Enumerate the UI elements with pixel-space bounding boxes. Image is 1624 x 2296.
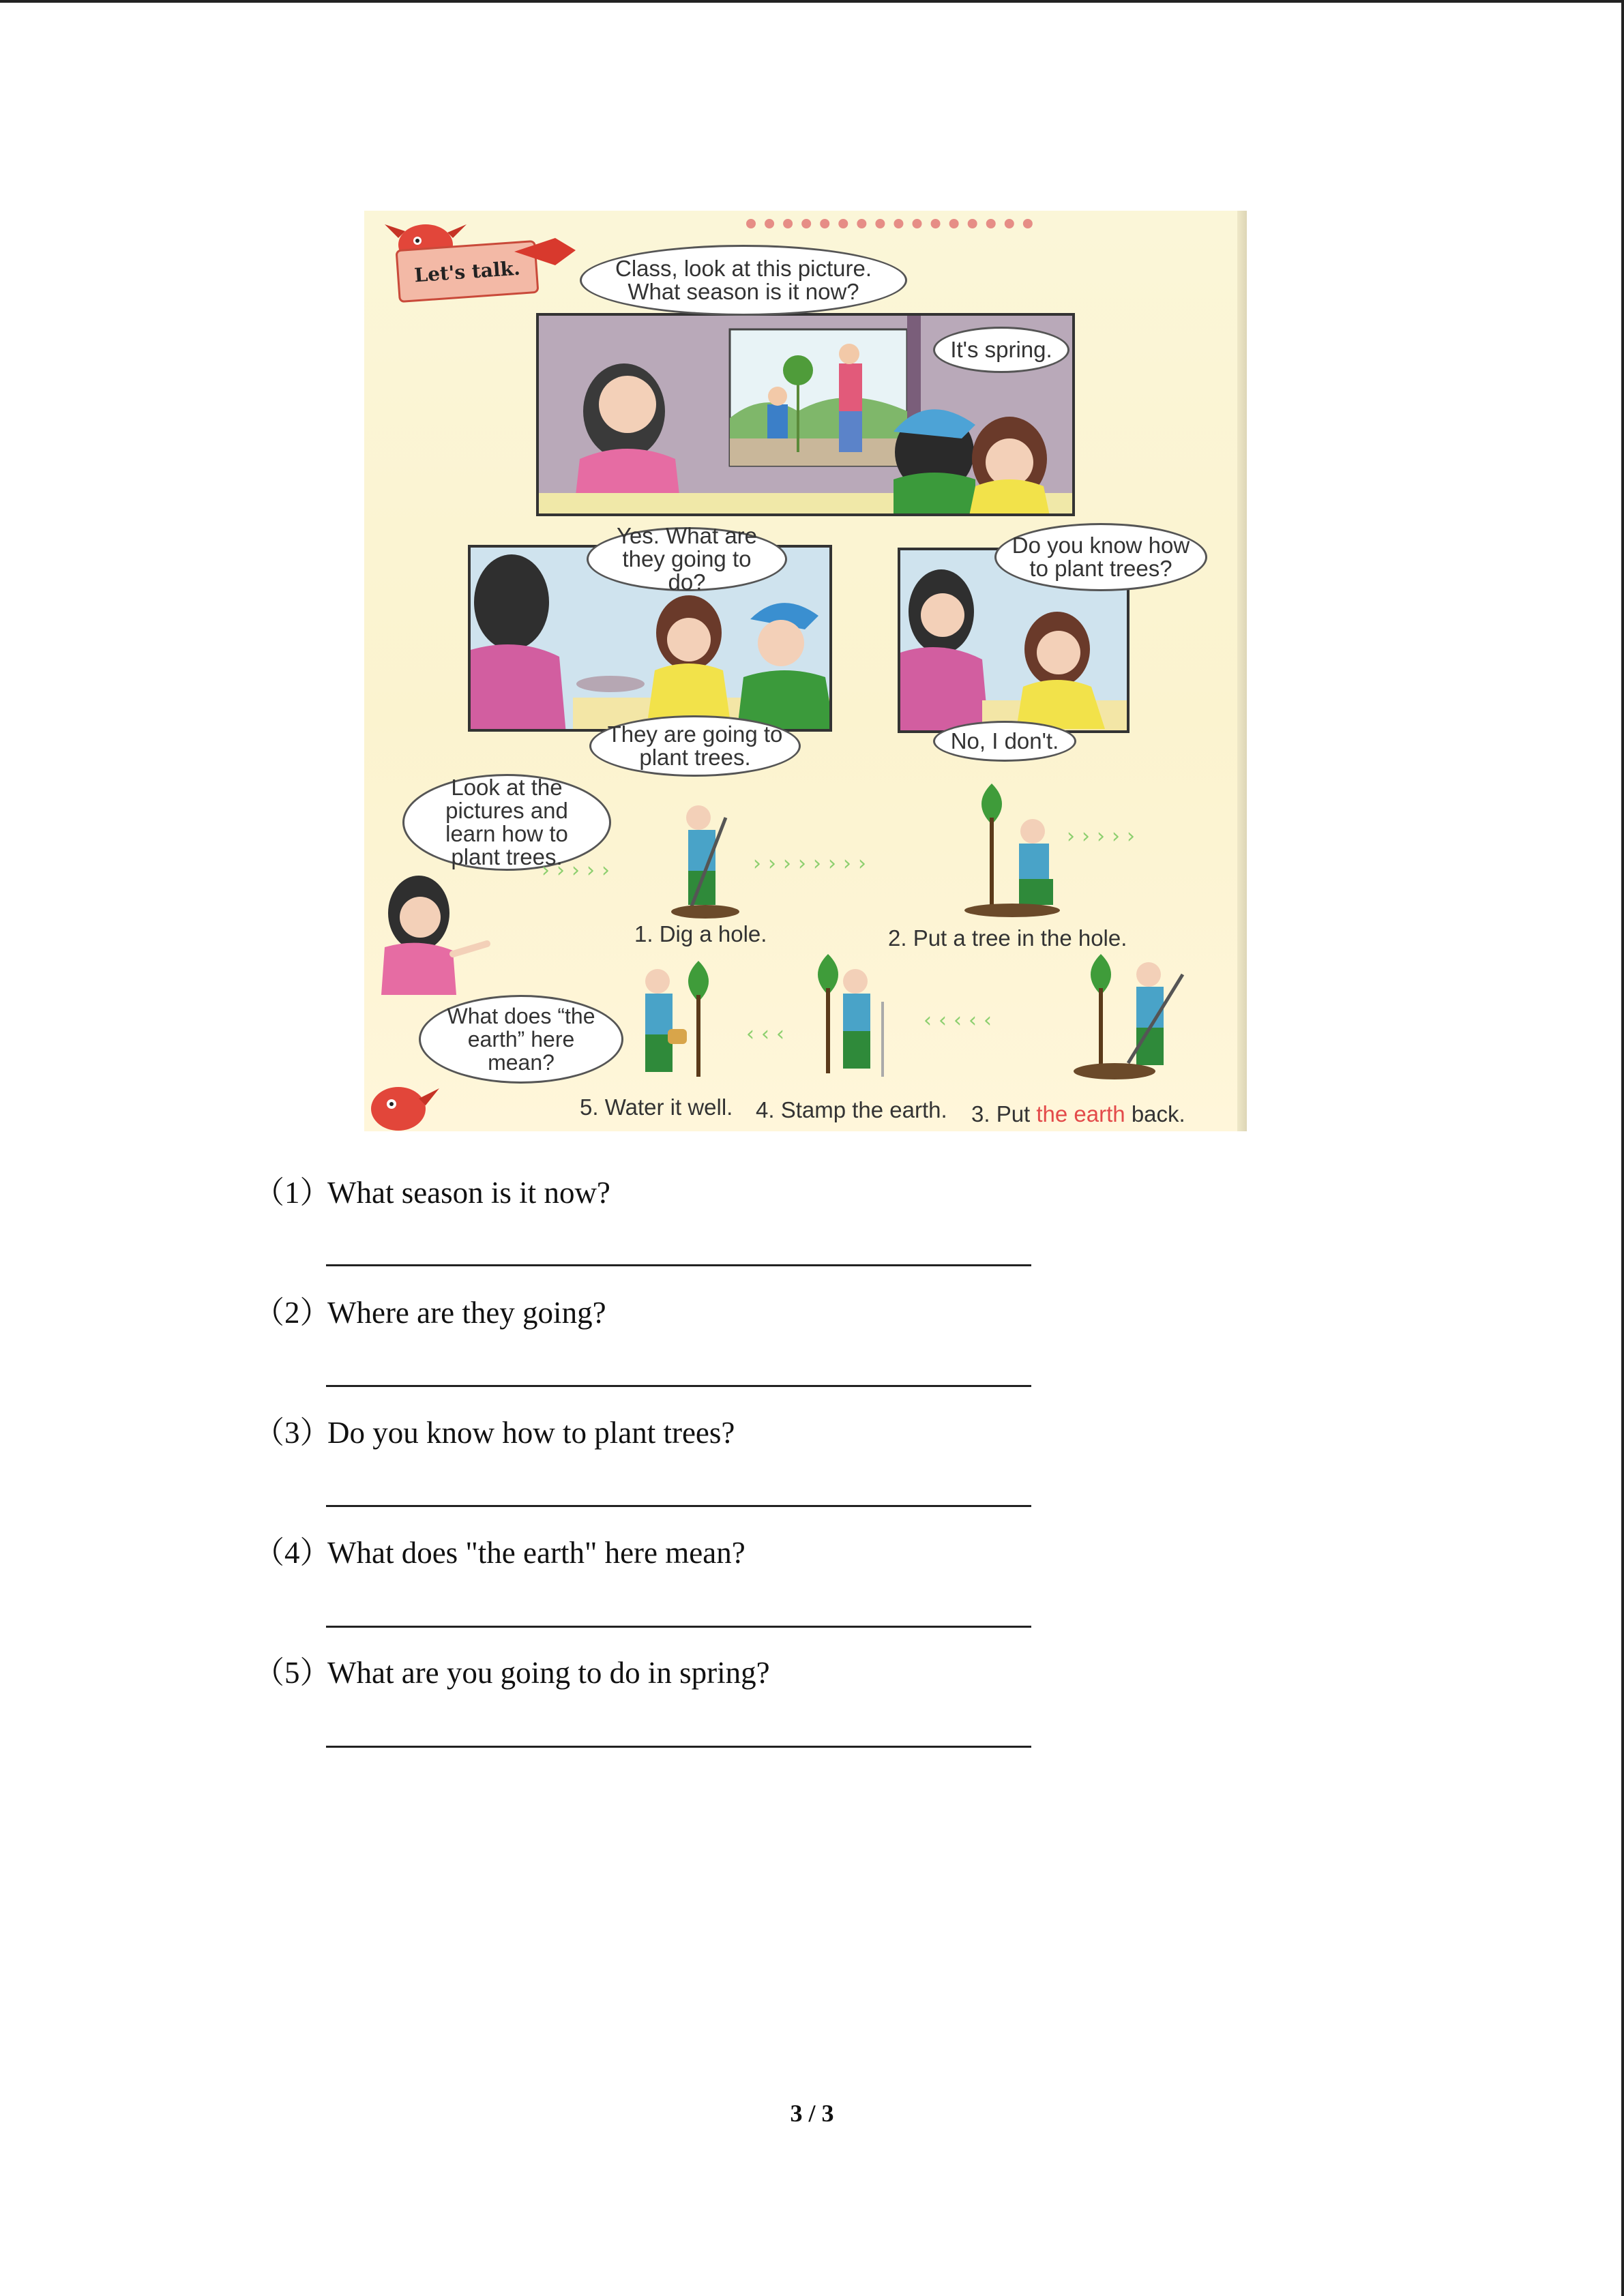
step-1-dig-figure	[651, 797, 767, 920]
speech-bubble-teacher-1: Class, look at this picture. What season is it now?	[580, 245, 907, 316]
speech-bubble-teacher-4: Look at the pictures and learn how to plant trees.	[402, 774, 611, 871]
dragon-wing-icon	[514, 231, 576, 272]
step-3-earth-figure	[1074, 947, 1203, 1084]
question-text: What does "the earth" here mean?	[327, 1536, 745, 1570]
question-4	[254, 1527, 745, 1572]
question-3	[254, 1407, 735, 1452]
question-1	[254, 1167, 610, 1212]
page-edge	[1237, 211, 1247, 1131]
speech-bubble-teacher-3: Do you know how to plant trees?	[994, 523, 1207, 591]
path-arrows-3: ›››››	[1067, 824, 1142, 848]
path-arrows-2: ››››››››	[753, 852, 873, 876]
speech-bubble-girl-2: No, I don't.	[933, 721, 1076, 762]
speech-bubble-girl-1: They are going to plant trees.	[589, 715, 801, 777]
answer-line-1[interactable]	[326, 1264, 1031, 1266]
step-3-label: 3. Put the earth back.	[971, 1101, 1185, 1127]
lets-talk-banner: Let's talk.	[396, 240, 540, 303]
speech-bubble-dragon: What does “the earth” here mean?	[419, 995, 623, 1084]
comic-illustration	[364, 211, 1247, 1131]
answer-line-2[interactable]	[326, 1385, 1031, 1387]
step-3-highlight: the earth	[1036, 1101, 1125, 1127]
speech-bubble-boy-1: It's spring.	[933, 327, 1069, 373]
step-4-stamp-figure	[787, 947, 903, 1084]
dragon-bottom-icon	[364, 1071, 439, 1131]
speech-bubble-teacher-2: Yes. What are they going to do?	[587, 527, 787, 591]
step-1-label: 1. Dig a hole.	[634, 921, 767, 946]
teacher-pointing-figure	[378, 872, 494, 995]
path-arrows-5: ‹‹‹	[746, 1022, 791, 1046]
question-text: Do you know how to plant trees?	[327, 1416, 735, 1450]
title-fragment	[746, 211, 1033, 228]
question-2	[254, 1287, 606, 1332]
step-5-label: 5. Water it well.	[580, 1094, 733, 1120]
step-2-tree-figure	[951, 777, 1080, 920]
step-2-label: 2. Put a tree in the hole.	[888, 925, 1127, 951]
question-number: （1）	[254, 1176, 331, 1210]
question-number: （2）	[254, 1296, 331, 1330]
path-arrows-4: ‹‹‹‹‹	[924, 1009, 999, 1032]
question-5	[254, 1648, 770, 1692]
answer-line-4[interactable]	[326, 1626, 1031, 1628]
question-number: （5）	[254, 1656, 331, 1690]
page-number: 3 / 3	[790, 2100, 834, 2127]
question-number: （4）	[254, 1536, 331, 1570]
path-arrows-1: ›››››	[542, 859, 617, 882]
question-text: What season is it now?	[327, 1176, 610, 1210]
question-text: What are you going to do in spring?	[327, 1656, 770, 1690]
step-4-label: 4. Stamp the earth.	[756, 1097, 947, 1122]
question-text: Where are they going?	[327, 1296, 606, 1330]
step-5-water-figure	[610, 954, 739, 1084]
answer-line-5[interactable]	[326, 1746, 1031, 1748]
question-number: （3）	[254, 1416, 331, 1450]
answer-line-3[interactable]	[326, 1505, 1031, 1507]
